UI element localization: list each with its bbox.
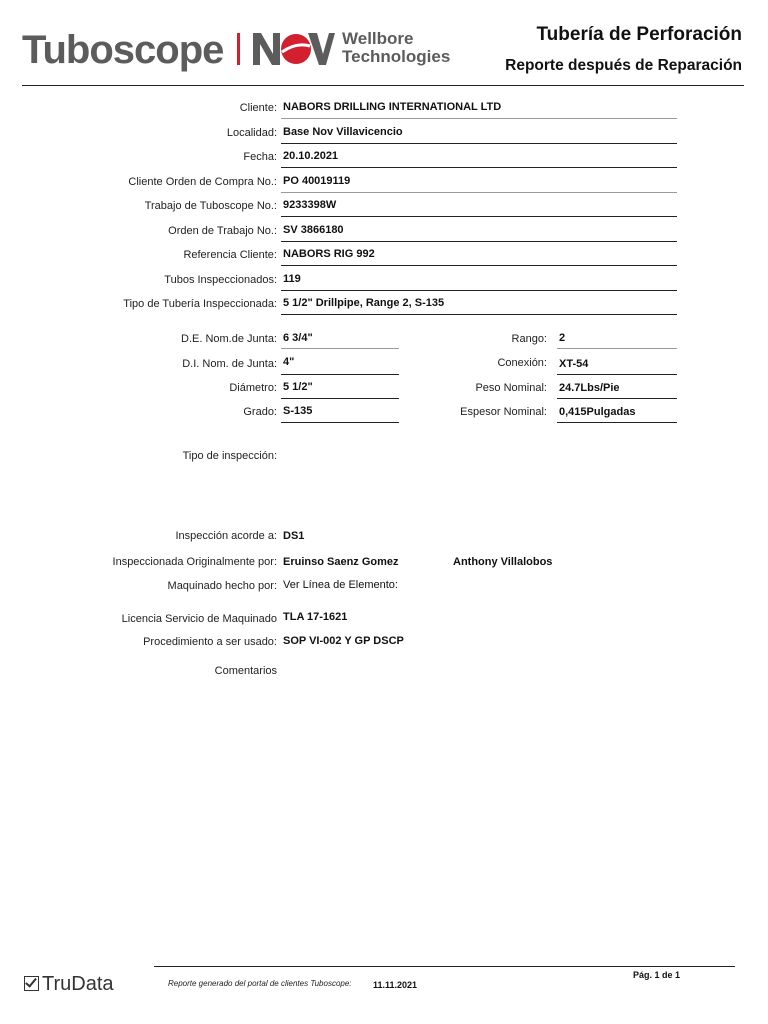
spec-underline bbox=[557, 374, 677, 375]
inspection-according-value: DS1 bbox=[283, 530, 305, 542]
spec-label-conexion: Conexión: bbox=[497, 357, 547, 369]
field-underline bbox=[281, 167, 677, 168]
tuboscope-logo: Tuboscope bbox=[22, 28, 224, 72]
spec-label-de-junta: D.E. Nom.de Junta: bbox=[181, 333, 277, 345]
spec-value-de-junta: 6 3/4" bbox=[283, 332, 313, 344]
machining-label: Maquinado hecho por: bbox=[167, 580, 277, 592]
license-label: Licencia Servicio de Maquinado bbox=[121, 613, 277, 625]
field-value-referencia: NABORS RIG 992 bbox=[283, 248, 375, 260]
machining-value: Ver Línea de Elemento: bbox=[283, 579, 398, 591]
field-underline bbox=[281, 118, 677, 119]
spec-value-espesor: 0,415Pulgadas bbox=[559, 406, 636, 418]
inspection-original-label: Inspeccionada Originalmente por: bbox=[112, 556, 277, 568]
spec-underline bbox=[557, 398, 677, 399]
trudata-logo bbox=[24, 971, 114, 997]
field-value-trabajo: 9233398W bbox=[283, 199, 337, 211]
field-underline bbox=[281, 143, 677, 144]
procedure-value: SOP VI-002 Y GP DSCP bbox=[283, 635, 404, 647]
spec-value-grado: S-135 bbox=[283, 405, 313, 417]
field-underline bbox=[281, 314, 677, 315]
field-underline bbox=[281, 241, 677, 242]
spec-label-di-junta: D.I. Nom. de Junta: bbox=[182, 358, 277, 370]
spec-underline bbox=[557, 348, 677, 349]
license-value: TLA 17-1621 bbox=[283, 611, 348, 623]
spec-underline bbox=[281, 398, 399, 399]
inspection-original-value-1: Eruinso Saenz Gomez bbox=[283, 556, 399, 568]
procedure-label: Procedimiento a ser usado: bbox=[143, 636, 277, 648]
report-title: Tubería de Perforación bbox=[536, 24, 742, 45]
spec-label-diametro: Diámetro: bbox=[229, 382, 277, 394]
field-label-tubos: Tubos Inspeccionados: bbox=[164, 274, 277, 286]
field-label-cliente: Cliente: bbox=[239, 102, 277, 114]
page-number: Pág. 1 de 1 bbox=[632, 970, 680, 980]
wellbore-technologies-logo bbox=[342, 30, 450, 66]
field-value-orden-trabajo: SV 3866180 bbox=[283, 224, 344, 236]
field-label-fecha: Fecha: bbox=[243, 151, 277, 163]
footer-date: 11.11.2021 bbox=[373, 980, 418, 990]
spec-label-rango: Rango: bbox=[511, 333, 547, 345]
field-underline bbox=[281, 290, 677, 291]
field-value-cliente: NABORS DRILLING INTERNATIONAL LTD bbox=[283, 101, 502, 113]
inspection-original-value-2: Anthony Villalobos bbox=[453, 556, 553, 568]
spec-underline bbox=[281, 348, 399, 349]
spec-value-peso: 24.7Lbs/Pie bbox=[559, 382, 620, 394]
comments-label: Comentarios bbox=[214, 665, 277, 677]
trudata-brand: TruData bbox=[42, 973, 114, 995]
spec-label-peso: Peso Nominal: bbox=[475, 382, 547, 394]
field-label-referencia: Referencia Cliente: bbox=[183, 249, 277, 261]
field-value-tipo-tuberia: 5 1/2" Drillpipe, Range 2, S-135 bbox=[283, 297, 445, 309]
field-value-fecha: 20.10.2021 bbox=[283, 150, 339, 162]
nov-logo bbox=[253, 32, 335, 66]
field-value-localidad: Base Nov Villavicencio bbox=[283, 126, 403, 138]
field-underline bbox=[281, 192, 677, 193]
field-label-orden-compra: Cliente Orden de Compra No.: bbox=[128, 176, 277, 188]
inspection-according-label: Inspección acorde a: bbox=[175, 530, 277, 542]
checkbox-icon bbox=[24, 976, 39, 991]
footer-note: Reporte generado del portal de clientes Tuboscope: bbox=[168, 979, 352, 988]
field-underline bbox=[281, 265, 677, 266]
spec-value-diametro: 5 1/2" bbox=[283, 381, 313, 393]
logo-separator bbox=[237, 33, 240, 65]
field-label-trabajo: Trabajo de Tuboscope No.: bbox=[144, 200, 277, 212]
header-divider bbox=[22, 85, 744, 86]
field-underline bbox=[281, 216, 677, 217]
spec-underline bbox=[281, 374, 399, 375]
field-value-orden-compra: PO 40019119 bbox=[283, 175, 351, 187]
report-subtitle: Reporte después de Reparación bbox=[505, 57, 742, 74]
spec-label-grado: Grado: bbox=[243, 406, 277, 418]
field-label-tipo-tuberia: Tipo de Tubería Inspeccionada: bbox=[123, 298, 277, 310]
spec-value-conexion: XT-54 bbox=[559, 358, 589, 370]
logo-division-line1: Wellbore bbox=[342, 29, 414, 48]
spec-label-espesor: Espesor Nominal: bbox=[460, 406, 547, 418]
field-label-localidad: Localidad: bbox=[226, 127, 277, 139]
logo-division-line2: Technologies bbox=[342, 47, 451, 66]
spec-underline bbox=[281, 422, 399, 423]
spec-value-di-junta: 4" bbox=[283, 356, 295, 368]
spec-value-rango: 2 bbox=[559, 332, 566, 344]
field-value-tubos: 119 bbox=[283, 273, 301, 285]
spec-underline bbox=[557, 422, 677, 423]
field-label-orden-trabajo: Orden de Trabajo No.: bbox=[168, 225, 277, 237]
footer-divider bbox=[154, 966, 735, 967]
inspection-type-label: Tipo de inspección: bbox=[182, 450, 277, 462]
